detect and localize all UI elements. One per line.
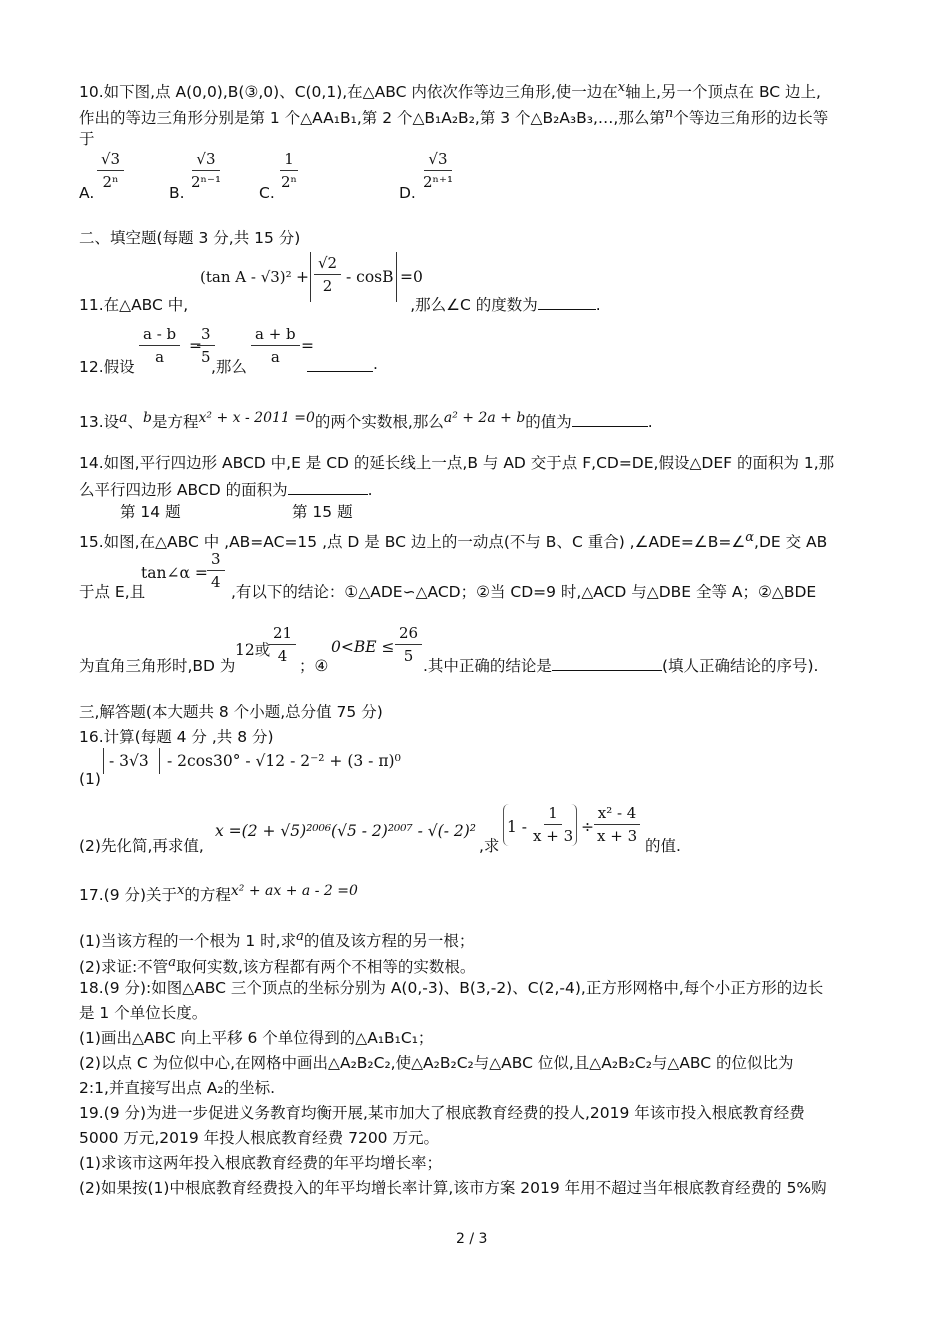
q10-text-2: 作出的等边三角形分别是第 1 个△AA₁B₁,第 2 个△B₁A₂B₂,第 3 个△B₂A₃B₃,…,那么第 [79, 109, 665, 127]
q16-abs-left [103, 748, 104, 774]
q11-eq-zero: =0 [400, 268, 423, 286]
q18-line2: 是 1 个单位长度。 [79, 1004, 208, 1022]
q16-one-minus: 1 - [507, 818, 528, 836]
q11-text [79, 293, 601, 315]
q16-expr1-abs: - 3√3 [109, 752, 149, 770]
q17-p2-end: 取何实数,该方程都有两个不相等的实数根。 [175, 958, 476, 976]
q15-text-3-tail: (填人正确结论的序号). [661, 657, 819, 675]
frac-numerator: a + b [251, 325, 300, 346]
frac-denominator: a [155, 348, 165, 366]
q13-line [79, 408, 653, 432]
q13-period: . [647, 413, 653, 431]
q15-text-3-end: .其中正确的结论是 [423, 657, 552, 675]
page-number: 2 / 3 [456, 1231, 488, 1247]
frac-numerator: x² - 4 [594, 804, 641, 825]
q19-line1: 19.(9 分)为进一步促进义务教育均衡开展,某市加大了根底教育经费的投人,2019 年该市投入根底教育经费 [79, 1104, 805, 1122]
q17-p1-end: 的值及该方程的另一根； [303, 932, 475, 950]
q11-plus: + [296, 268, 309, 286]
option-b-fraction [187, 150, 225, 191]
frac-numerator: 3 [197, 325, 215, 346]
q17-part2 [79, 953, 475, 977]
q13-sep: 、 [127, 413, 144, 431]
q11-fraction [314, 254, 341, 295]
q16-title: 16.计算(每题 4 分 ,共 8 分) [79, 728, 274, 746]
q13-answer-blank [572, 410, 648, 427]
q16-ask: ,求 [479, 837, 500, 855]
q15-value-fraction [269, 624, 296, 665]
q13-equation: x² + x - 2011 =0 [198, 410, 315, 426]
q10-var-n: n [664, 106, 674, 121]
q16-fraction-1 [529, 804, 577, 845]
figure-14-caption: 第 14 题 [120, 503, 181, 521]
frac-numerator: a - b [139, 325, 180, 346]
q13-expression: a² + 2a + b [443, 410, 526, 426]
q10-line2 [79, 104, 828, 128]
q10-text-1-end: 轴上,另一个顶点在 BC 边上, [625, 83, 821, 101]
q16-end: 的值. [645, 837, 681, 855]
q17-p2-text: (2)求证:不管 [79, 958, 169, 976]
option-a-fraction [97, 150, 124, 191]
q17-var-a-2: a [168, 955, 176, 970]
frac-numerator: √2 [314, 254, 341, 275]
q12-fraction-3 [251, 325, 300, 366]
q15-text-2-start: 于点 E,且 [79, 583, 146, 601]
q14-period: . [367, 481, 373, 499]
q15-text-2: ,有以下的结论：①△ADE∽△ACD；②当 CD=9 时,△ACD 与△DBE 全等 A；②△BDE [231, 583, 817, 601]
q10-var-x: x [617, 80, 626, 95]
frac-numerator: √3 [192, 150, 219, 171]
q15-text-3-end-wrap [423, 654, 818, 676]
q16-part1 [79, 748, 779, 790]
option-d-label: D. [399, 184, 416, 202]
q15-be-range: 0<BE ≤ [331, 638, 395, 656]
q15-be-fraction [395, 624, 422, 665]
q19-part2: (2)如果按(1)中根底教育经费投入的年平均增长率计算,该市方案 2019 年用不超过当年根底教育经费的 5%购 [79, 1179, 827, 1197]
frac-denominator: 5 [201, 348, 211, 366]
q19-part1: (1)求该市这两年投入根底教育经费的年平均增长率； [79, 1154, 442, 1172]
q16-abs-right [159, 748, 160, 774]
q15-tan-fraction [207, 550, 225, 591]
q14-text-2: 么平行四边形 ABCD 的面积为 [79, 481, 288, 499]
q15-text-1: 15.如图,在△ABC 中 ,AB=AC=15 ,点 D 是 BC 边上的一动点(不与 B、C 重合) ,∠ADE=∠B=∠ [79, 533, 746, 551]
frac-denominator: 5 [403, 647, 414, 665]
frac-denominator: a [270, 348, 280, 366]
frac-numerator: 1 [544, 804, 562, 825]
section-2-title: 二、填空题(每题 3 分,共 15 分) [79, 229, 301, 247]
option-d-fraction [419, 150, 457, 191]
q12-fraction-1 [139, 325, 180, 366]
q11-answer-blank [538, 293, 596, 310]
q13-mid2: 的两个实数根,那么 [314, 413, 444, 431]
q16-fraction-2 [593, 804, 641, 845]
q12-period: . [373, 355, 378, 373]
q15-tan: tan∠α = [141, 564, 208, 582]
q16-p1-label: (1) [79, 770, 101, 788]
figure-15-caption: 第 15 题 [292, 503, 353, 521]
option-c-fraction [277, 150, 301, 191]
q17-title-text: 17.(9 分)关于 [79, 886, 178, 904]
frac-denominator: 2ⁿ⁻¹ [191, 173, 221, 191]
frac-numerator: 26 [395, 624, 422, 645]
q12-equals: = [189, 337, 202, 355]
q13-end: 的值为 [525, 413, 572, 431]
q17-p1-text: (1)当该方程的一个根为 1 时,求 [79, 932, 297, 950]
q15-line2 [79, 550, 899, 600]
q11-cosb: - cosB [346, 268, 394, 286]
q11-period: . [595, 296, 601, 314]
frac-numerator: 1 [280, 150, 298, 171]
q15-text-1-end: ,DE 交 AB [754, 533, 828, 551]
q18-part2: (2)以点 C 为位似中心,在网格中画出△A₂B₂C₂,使△A₂B₂C₂与△ABC 位似,且△A₂B₂C₂与△ABC 的位似比为 [79, 1054, 794, 1072]
frac-numerator: √3 [424, 150, 451, 171]
q16-x-equation: x =(2 + √5)²⁰⁰⁶(√5 - 2)²⁰⁰⁷ - √(- 2)² [215, 822, 476, 840]
q15-semi: ；④ [299, 657, 329, 675]
q11-text-start: 11.在△ABC 中, [79, 296, 189, 314]
frac-denominator: 2ⁿ [281, 173, 298, 191]
q11-text-end: ,那么∠C 的度数为 [410, 296, 538, 314]
q16-part2 [79, 804, 899, 856]
q16-divide: ÷ [581, 818, 594, 836]
q17-var-x: x [177, 883, 185, 898]
q12-answer-blank [307, 355, 373, 372]
section-3-title: 三,解答题(本大题共 8 个小题,总分值 75 分) [79, 703, 383, 721]
option-b-label: B. [169, 184, 185, 202]
q17-title-mid: 的方程 [184, 886, 231, 904]
q13-text: 13.设 [79, 413, 120, 431]
q15-alpha: α [745, 530, 755, 545]
q18-part1: (1)画出△ABC 向上平移 6 个单位得到的△A₁B₁C₁； [79, 1029, 434, 1047]
q14-line2 [79, 478, 373, 500]
q10-text-1: 10.如下图,点 A(0,0),B(③,0)、C(0,1),在△ABC 内依次作等边三角形,使一边在 [79, 83, 618, 101]
q14-answer-blank [288, 478, 368, 495]
frac-denominator: 2ⁿ [102, 173, 119, 191]
q17-equation: x² + ax + a - 2 =0 [230, 883, 358, 899]
q10-line1 [79, 78, 821, 102]
q12-equals-2: = [301, 337, 314, 355]
frac-denominator: 2 [322, 277, 333, 295]
q18-part2b: 2:1,并直接写出点 A₂的坐标. [79, 1079, 276, 1097]
frac-denominator: 4 [277, 647, 288, 665]
q10-text-2-end: 个等边三角形的边长等 [673, 109, 829, 127]
q16-expr1: - 2cos30° - √12 - 2⁻² + (3 - π)⁰ [167, 752, 401, 770]
q17-var-a: a [296, 929, 304, 944]
q14-line1: 14.如图,平行四边形 ABCD 中,E 是 CD 的延长线上一点,B 与 AD 交于点 F,CD=DE,假设△DEF 的面积为 1,那 [79, 454, 835, 472]
q10-line3: 于 [79, 130, 95, 148]
q12-mid: ,那么 [211, 358, 247, 376]
q15-answer-blank [552, 654, 662, 671]
frac-denominator: 2ⁿ⁺¹ [423, 173, 453, 191]
q15-text-3-start: 为直角三角形时,BD 为 [79, 657, 236, 675]
q17-part1 [79, 927, 474, 951]
q15-line3 [79, 624, 899, 674]
option-c-label: C. [259, 184, 275, 202]
frac-denominator: x + 3 [597, 827, 638, 845]
frac-denominator: x + 3 [533, 827, 574, 845]
q16-p2-label: (2)先化简,再求值, [79, 837, 204, 855]
option-a-label: A. [79, 184, 95, 202]
q12-line [79, 325, 479, 375]
q17-title [79, 881, 358, 905]
frac-numerator: √3 [97, 150, 124, 171]
frac-denominator: 4 [211, 573, 221, 591]
frac-numerator: 3 [207, 550, 225, 571]
q12-text: 12.假设 [79, 358, 135, 376]
q11-tan-term: (tan A - √3)² [200, 268, 292, 286]
q13-var-a: a [119, 410, 128, 426]
q13-var-b: b [143, 410, 152, 426]
q13-mid: 是方程 [152, 413, 199, 431]
q18-line1: 18.(9 分):如图△ABC 三个顶点的坐标分别为 A(0,-3)、B(3,-2)、C(2,-4),正方形网格中,每个小正方形的边长 [79, 979, 824, 997]
q15-value-12: 12或 [235, 641, 271, 659]
q19-line2: 5000 万元,2019 年投人根底教育经费 7200 万元。 [79, 1129, 439, 1147]
frac-numerator: 21 [269, 624, 296, 645]
q15-line1 [79, 528, 827, 552]
